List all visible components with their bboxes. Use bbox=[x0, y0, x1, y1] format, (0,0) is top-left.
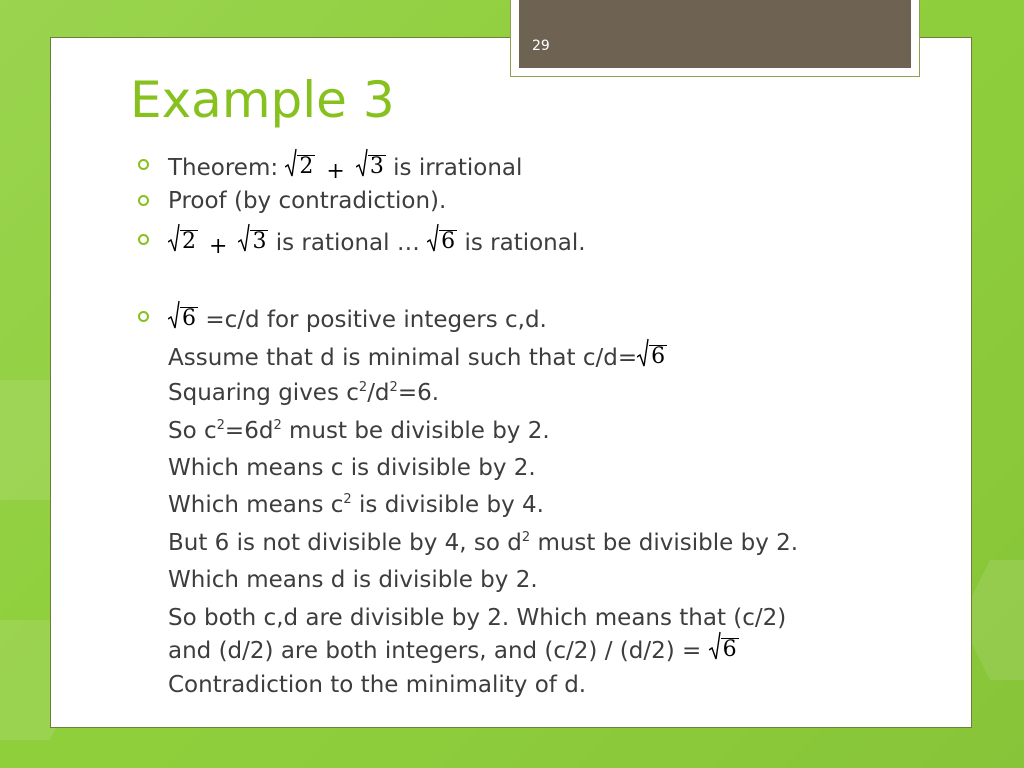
proof-line bbox=[168, 563, 538, 597]
proof-line-text: =6. bbox=[397, 380, 440, 406]
proof-line-text: So c bbox=[168, 418, 217, 444]
radicand: 6 bbox=[441, 229, 456, 254]
proof-line-text: must be divisible by 2. bbox=[530, 530, 799, 556]
radicand: 3 bbox=[252, 229, 267, 254]
proof-line-text: must be divisible by 2. bbox=[281, 418, 550, 444]
proof-line-text: So both c,d are divisible by 2. Which means that (c/2) bbox=[168, 605, 787, 631]
superscript: 2 bbox=[358, 380, 368, 395]
superscript: 2 bbox=[521, 530, 531, 545]
radicand: 2 bbox=[182, 229, 196, 254]
radicand: 3 bbox=[369, 154, 384, 179]
superscript: 2 bbox=[216, 418, 225, 433]
theorem-label: Theorem: bbox=[168, 155, 286, 181]
proof-line bbox=[168, 338, 667, 372]
proof-line bbox=[168, 526, 798, 560]
math-sqrt6 bbox=[168, 300, 198, 341]
sqrt-expression bbox=[238, 223, 268, 253]
radical-sign-icon bbox=[168, 223, 180, 253]
slide-title: Example 3 bbox=[130, 71, 395, 129]
bullet-circle-icon bbox=[138, 159, 149, 170]
math-sqrt6 bbox=[637, 338, 667, 379]
proof-line-text: Which means c is divisible by 2. bbox=[168, 455, 536, 481]
proof-line-text: But 6 is not divisible by 4, so d bbox=[168, 530, 522, 556]
proof-line-text: /d bbox=[367, 380, 390, 406]
proof-line bbox=[168, 376, 439, 410]
superscript: 2 bbox=[273, 418, 282, 433]
radical-sign-icon bbox=[709, 631, 721, 661]
superscript: 2 bbox=[343, 492, 352, 507]
sqrt-expression bbox=[168, 300, 198, 330]
proof-line-text: Contradiction to the minimality of d. bbox=[168, 672, 587, 698]
radicand: 6 bbox=[182, 306, 196, 331]
plus-sign: + bbox=[326, 159, 345, 184]
radical-sign-icon bbox=[637, 338, 649, 368]
radicand: 6 bbox=[651, 344, 666, 369]
bullet-circle-icon bbox=[138, 234, 149, 245]
proof-line bbox=[168, 668, 586, 702]
radical-sign-icon bbox=[427, 223, 439, 253]
theorem-statement: is irrational bbox=[393, 155, 523, 181]
sqrt-expression bbox=[356, 148, 386, 178]
proof-line bbox=[168, 601, 786, 635]
proof-line bbox=[168, 631, 739, 665]
superscript: 2 bbox=[389, 380, 398, 395]
fraction-definition: =c/d for positive integers c,d. bbox=[205, 307, 547, 333]
math-sqrt2-plus-sqrt3 bbox=[285, 148, 385, 189]
radicand: 6 bbox=[722, 637, 737, 662]
proof-line bbox=[168, 451, 536, 485]
slide-number-tab bbox=[510, 0, 920, 77]
radical-sign-icon bbox=[356, 148, 368, 178]
sqrt-expression bbox=[168, 223, 198, 253]
proof-line-text: Which means d is divisible by 2. bbox=[168, 567, 538, 593]
proof-line-text: Assume that d is minimal such that c/d= bbox=[168, 345, 638, 371]
sqrt-expression bbox=[285, 148, 315, 178]
proof-line-text: is divisible by 4. bbox=[351, 492, 544, 518]
bullet-circle-icon bbox=[138, 195, 149, 206]
rational-conclusion: is rational. bbox=[464, 230, 586, 256]
radical-sign-icon bbox=[168, 300, 180, 330]
math-sqrt2-plus-sqrt3 bbox=[168, 223, 268, 264]
bullet-text: Proof (by contradiction). bbox=[168, 188, 447, 214]
proof-line bbox=[168, 414, 550, 448]
math-sqrt6 bbox=[709, 631, 739, 672]
sqrt-expression bbox=[637, 338, 667, 368]
proof-line-text: =6d bbox=[224, 418, 274, 444]
radical-sign-icon bbox=[285, 148, 297, 178]
bullet-text bbox=[168, 148, 522, 189]
sqrt-expression bbox=[709, 631, 739, 661]
bullet-text bbox=[168, 223, 586, 264]
proof-line-text: and (d/2) are both integers, and (c/2) / (d/2) = bbox=[168, 638, 709, 664]
slide-number-tab-fill bbox=[519, 0, 911, 68]
plus-sign: + bbox=[209, 234, 228, 259]
slide-number: 29 bbox=[532, 38, 550, 54]
proof-line-text: Which means c bbox=[168, 492, 344, 518]
proof-line bbox=[168, 488, 544, 522]
bullet-circle-icon bbox=[138, 311, 149, 322]
sqrt-expression bbox=[427, 223, 457, 253]
math-sqrt6 bbox=[427, 223, 457, 264]
radicand: 2 bbox=[299, 154, 314, 179]
proof-line-text: Squaring gives c bbox=[168, 380, 359, 406]
rational-text: is rational … bbox=[275, 230, 420, 256]
bullet-text bbox=[168, 300, 547, 341]
radical-sign-icon bbox=[238, 223, 250, 253]
